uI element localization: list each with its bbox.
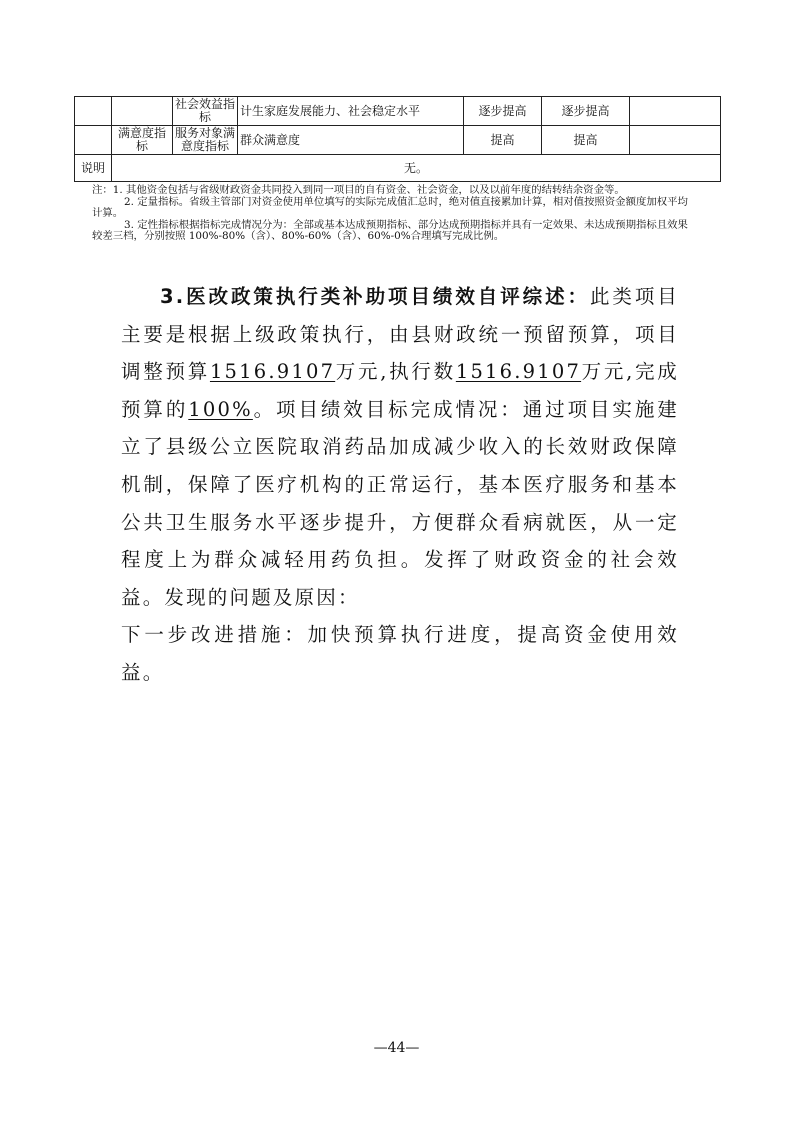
section-heading: 3.医改政策执行类补助项目绩效自评综述：	[160, 285, 590, 308]
table-cell	[75, 97, 112, 126]
paragraph-text: 万元,完成预算的	[121, 360, 679, 421]
paragraph-text: 。项目绩效目标完成情况：通过项目实施建立了县级公立医院取消药品加成减少收入的长效财政保障机制，保障了医疗机构的正常运行，基本医疗服务和基本公共卫生服务水平逐步提升，方便群众看病就医，从一定程度上为群众减轻用药负担。发挥了财政资金的社会效益。发现的问题及原因：	[121, 397, 679, 609]
table-cell	[112, 97, 173, 126]
table-cell-label: 说明	[75, 155, 112, 182]
note-2: 2. 定量指标。省级主管部门对资金使用单位填写的实际完成值汇总时，绝对值直接累加计算，相对值按照资金额度加权平均计算。	[92, 195, 688, 219]
paragraph-text: 万元,执行数	[335, 360, 456, 384]
table-cell: 提高	[542, 126, 630, 155]
table-cell: 服务对象满意度指标	[173, 126, 238, 155]
executed-value: 1516.9107	[455, 360, 582, 384]
table-cell	[75, 126, 112, 155]
table-row	[75, 97, 721, 126]
table-row	[75, 126, 721, 155]
table-cell: 满意度指标	[112, 126, 173, 155]
table-cell	[630, 126, 721, 155]
table-cell: 逐步提高	[542, 97, 630, 126]
table-cell: 群众满意度	[238, 126, 464, 155]
table-row	[75, 155, 721, 182]
summary-section	[121, 278, 679, 692]
completion-rate-value: 100%	[188, 397, 253, 421]
table-cell: 逐步提高	[464, 97, 542, 126]
table-cell-content: 无。	[112, 155, 721, 182]
table-cell: 计生家庭发展能力、社会稳定水平	[238, 97, 464, 126]
performance-table	[74, 96, 721, 182]
note-1: 注：1. 其他资金包括与省级财政资金共同投入到同一项目的自有资金、社会资金，以及以前年度的结转结余资金等。	[92, 184, 625, 196]
table-cell	[630, 97, 721, 126]
improvement-paragraph: 下一步改进措施：加快预算执行进度，提高资金使用效益。	[121, 623, 679, 684]
table-notes	[92, 185, 690, 243]
budget-adjusted-value: 1516.9107	[209, 360, 336, 384]
page-number: —44—	[373, 1040, 420, 1056]
note-3: 3. 定性指标根据指标完成情况分为：全部或基本达成预期指标、部分达成预期指标并具有一定效果、未达成预期指标且效果较差三档，分别按照 100%-80%（含）、80%-60%（含）、60%-0%合理填写完成比例。	[92, 218, 688, 242]
paragraph-text: 此类项目主要是根据上级政策执行，由县财政统一预留预算，项目调整预算	[121, 285, 679, 384]
summary-paragraph	[121, 278, 679, 616]
table-cell: 社会效益指标	[173, 97, 238, 126]
table-cell: 提高	[464, 126, 542, 155]
